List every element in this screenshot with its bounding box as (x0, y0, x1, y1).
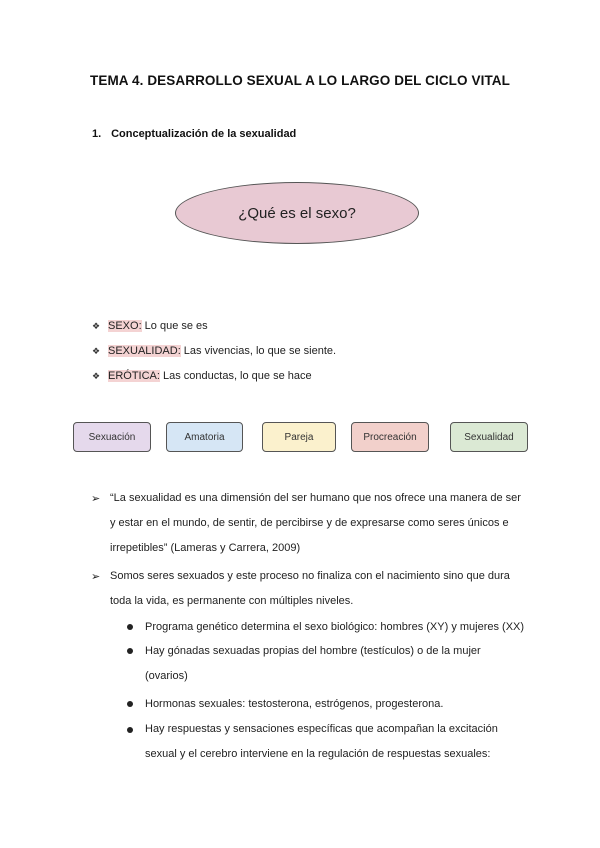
diamond-bullet-icon: ❖ (92, 321, 101, 331)
diamond-bullet-icon: ❖ (92, 371, 101, 381)
statement-line: toda la vida, es permanente con múltiples niveles. (110, 595, 354, 607)
concept-box-pareja: Pareja (262, 422, 336, 452)
question-ellipse: ¿Qué es el sexo? (175, 182, 419, 244)
definition-term: SEXO: (108, 320, 142, 332)
quote-paragraph (110, 486, 528, 561)
quote-line: y estar en el mundo, de sentir, de percibirse y de expresarse como seres únicos e (110, 517, 509, 529)
sub-bullet-item (145, 692, 528, 717)
diamond-bullet-icon: ❖ (92, 346, 101, 356)
definition-text: Las conductas, lo que se hace (159, 370, 312, 382)
sub-bullet-line: Hormonas sexuales: testosterona, estrógenos, progesterona. (145, 698, 444, 710)
section-label: Conceptualización de la sexualidad (111, 128, 297, 140)
sub-bullet-item (145, 615, 528, 640)
arrow-bullet-icon: ➢ (91, 493, 101, 505)
statement-paragraph (110, 564, 528, 614)
concept-box-sexuacion: Sexuación (73, 422, 151, 452)
sub-bullet-line: sexual y el cerebro interviene en la regulación de respuestas sexuales: (145, 748, 491, 760)
bullet-dot-icon (127, 648, 133, 654)
definition-term: ERÓTICA: (108, 370, 160, 382)
sub-bullet-line: Hay respuestas y sensaciones específicas que acompañan la excitación (145, 723, 498, 735)
sub-bullet-line: Programa genético determina el sexo biológico: hombres (XY) y mujeres (XX) (145, 621, 525, 633)
definition-text: Lo que se es (141, 320, 208, 332)
concept-box-amatoria: Amatoria (166, 422, 243, 452)
section-number: 1. (92, 128, 102, 140)
page-title: TEMA 4. DESARROLLO SEXUAL A LO LARGO DEL CICLO VITAL (90, 73, 510, 88)
section-heading (92, 128, 296, 140)
bullet-dot-icon (127, 701, 133, 707)
concept-box-procreacion: Procreación (351, 422, 429, 452)
sub-bullet-item (145, 639, 528, 689)
arrow-bullet-icon: ➢ (91, 571, 101, 583)
definition-item (92, 344, 336, 358)
statement-line: Somos seres sexuados y este proceso no finaliza con el nacimiento sino que dura (110, 570, 510, 582)
quote-line: “La sexualidad es una dimensión del ser humano que nos ofrece una manera de ser (110, 492, 521, 504)
quote-line: irrepetibles” (Lameras y Carrera, 2009) (110, 542, 301, 554)
definition-item (92, 319, 208, 333)
bullet-dot-icon (127, 727, 133, 733)
sub-bullet-line: (ovarios) (145, 670, 188, 682)
definition-text: Las vivencias, lo que se siente. (180, 345, 337, 357)
sub-bullet-item (145, 717, 528, 767)
concept-box-sexualidad: Sexualidad (450, 422, 528, 452)
bullet-dot-icon (127, 624, 133, 630)
definition-item (92, 369, 312, 383)
definition-term: SEXUALIDAD: (108, 345, 181, 357)
sub-bullet-line: Hay gónadas sexuadas propias del hombre (testículos) o de la mujer (145, 645, 481, 657)
